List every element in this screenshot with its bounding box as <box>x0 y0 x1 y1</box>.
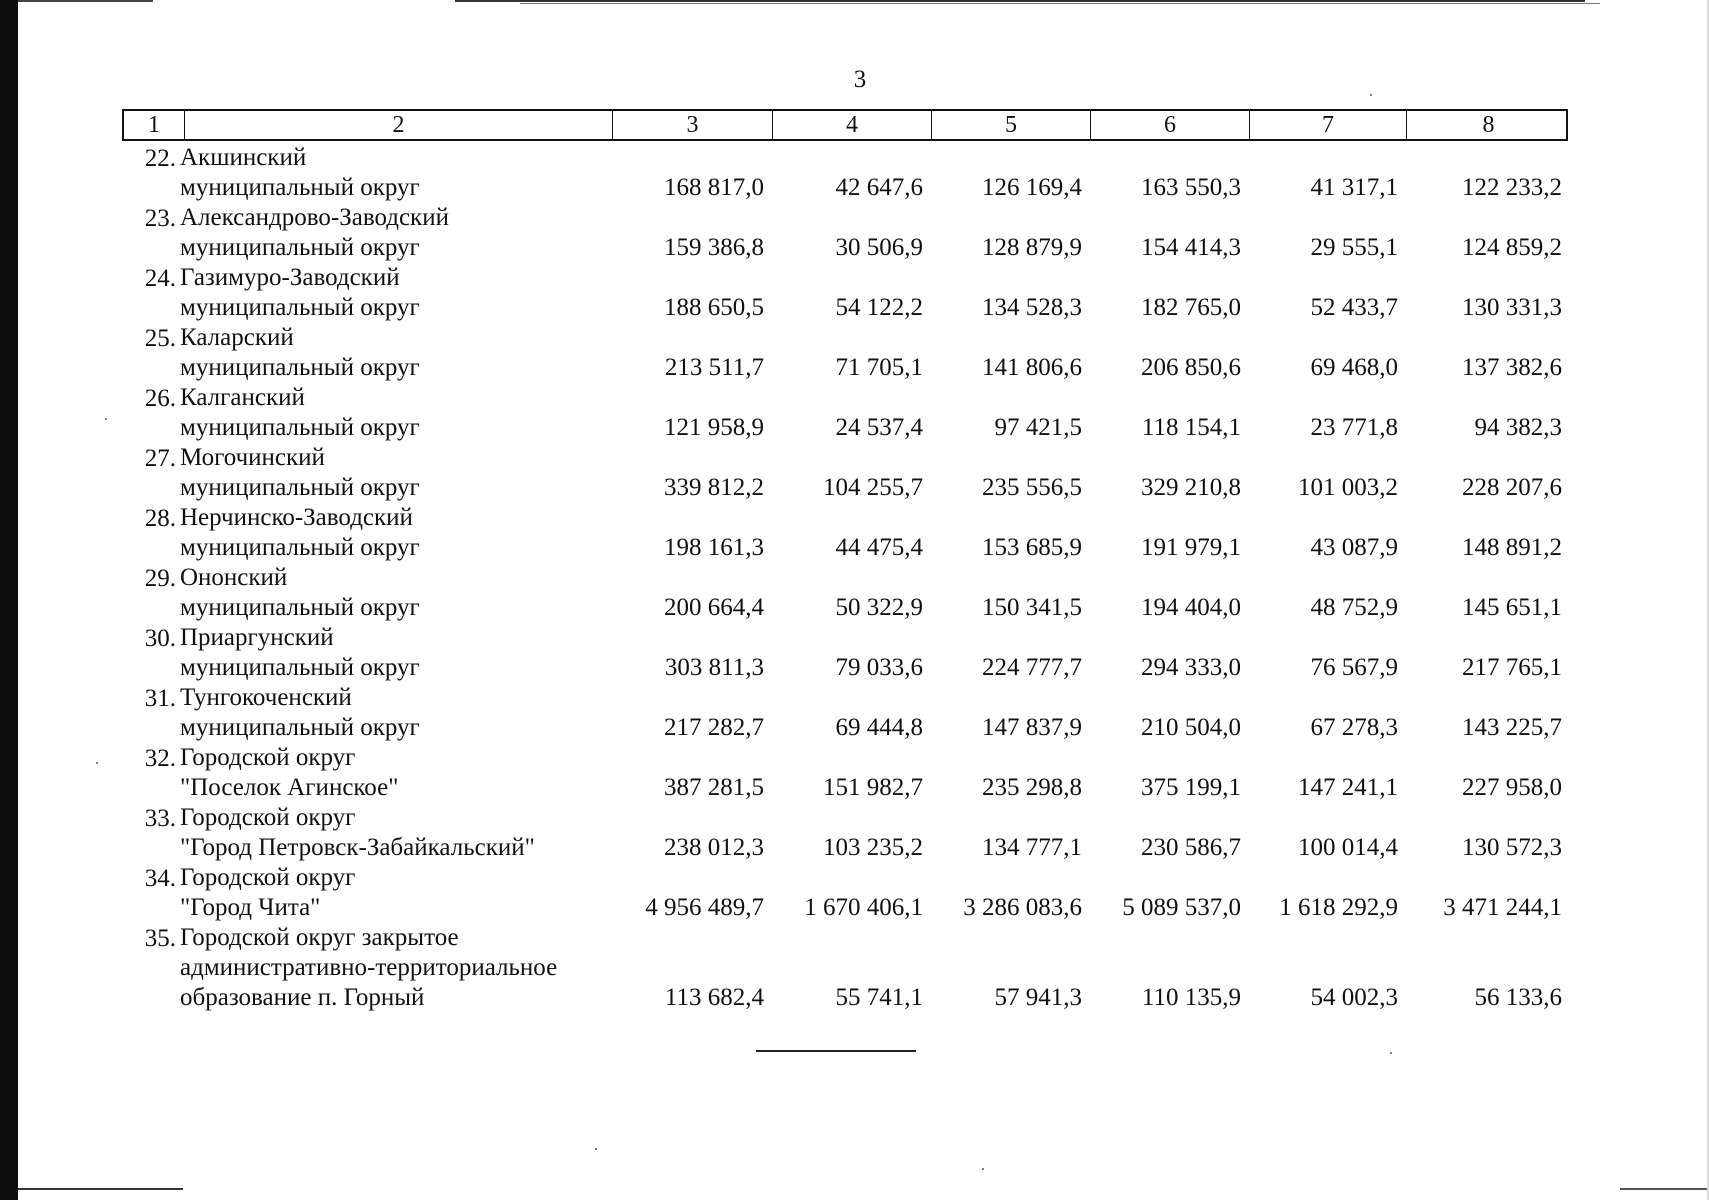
municipality-name-line: Ононский <box>180 564 288 591</box>
amount-cell: 50 322,9 <box>835 594 923 621</box>
amount-cell: 76 567,9 <box>1310 654 1398 681</box>
amount-cell: 163 550,3 <box>1141 174 1241 201</box>
amount-cell: 145 651,1 <box>1462 594 1562 621</box>
municipality-name-line: Калганский <box>180 384 305 411</box>
table-row <box>122 743 1568 803</box>
amount-cell: 130 572,3 <box>1462 834 1562 861</box>
table-row <box>122 863 1568 923</box>
amount-cell: 134 528,3 <box>982 294 1082 321</box>
municipality-name-line: муниципальный округ <box>180 354 420 381</box>
page-number: 3 <box>853 66 867 93</box>
amount-cell: 67 278,3 <box>1310 714 1398 741</box>
amount-cell: 94 382,3 <box>1474 414 1562 441</box>
scan-speck <box>982 1168 984 1170</box>
amount-cell: 188 650,5 <box>664 294 764 321</box>
amount-cell: 79 033,6 <box>835 654 923 681</box>
row-number: 27. <box>144 445 176 472</box>
row-number: 35. <box>144 925 176 952</box>
municipality-name <box>180 263 610 323</box>
closing-rule <box>756 1050 916 1052</box>
amount-cell: 44 475,4 <box>835 534 923 561</box>
municipality-name <box>180 923 610 1013</box>
row-number: 34. <box>144 865 176 892</box>
scan-left-edge <box>0 0 18 1200</box>
municipality-name <box>180 863 610 923</box>
amount-cell: 56 133,6 <box>1474 984 1562 1011</box>
municipality-name-line: Городской округ <box>180 804 356 831</box>
amount-cell: 110 135,9 <box>1141 984 1241 1011</box>
amount-cell: 113 682,4 <box>664 984 764 1011</box>
amount-cell: 150 341,5 <box>982 594 1082 621</box>
table-row <box>122 803 1568 863</box>
municipality-name <box>180 383 610 443</box>
municipality-name <box>180 683 610 743</box>
scan-artifact-line <box>520 3 1600 4</box>
amount-cell: 303 811,3 <box>664 654 764 681</box>
amount-cell: 230 586,7 <box>1141 834 1241 861</box>
amount-cell: 182 765,0 <box>1141 294 1241 321</box>
amount-cell: 126 169,4 <box>982 174 1082 201</box>
scan-speck <box>96 762 98 764</box>
amount-cell: 97 421,5 <box>994 414 1082 441</box>
column-header: 5 <box>931 111 1090 139</box>
amount-cell: 130 331,3 <box>1462 294 1562 321</box>
amount-cell: 48 752,9 <box>1310 594 1398 621</box>
amount-cell: 1 670 406,1 <box>804 894 923 921</box>
amount-cell: 69 444,8 <box>835 714 923 741</box>
amount-cell: 329 210,8 <box>1141 474 1241 501</box>
amount-cell: 124 859,2 <box>1462 234 1562 261</box>
municipality-name-line: Каларский <box>180 324 294 351</box>
municipality-name-line: административно-территориальное <box>180 954 558 981</box>
amount-cell: 198 161,3 <box>664 534 764 561</box>
table-row <box>122 503 1568 563</box>
row-number: 24. <box>144 265 176 292</box>
amount-cell: 137 382,6 <box>1462 354 1562 381</box>
municipality-name-line: муниципальный округ <box>180 414 420 441</box>
municipality-name-line: Газимуро-Заводский <box>180 264 400 291</box>
municipality-name-line: "Поселок Агинское" <box>180 774 399 801</box>
municipality-name-line: муниципальный округ <box>180 594 420 621</box>
table-row <box>122 923 1568 1013</box>
municipality-name-line: Могочинский <box>180 444 325 471</box>
municipality-name <box>180 803 610 863</box>
municipality-name <box>180 563 610 623</box>
budget-table <box>122 109 1568 1013</box>
municipality-name-line: "Город Чита" <box>180 894 321 921</box>
amount-cell: 134 777,1 <box>982 834 1082 861</box>
amount-cell: 100 014,4 <box>1298 834 1398 861</box>
amount-cell: 235 556,5 <box>982 474 1082 501</box>
amount-cell: 1 618 292,9 <box>1279 894 1398 921</box>
amount-cell: 238 012,3 <box>664 834 764 861</box>
amount-cell: 147 241,1 <box>1298 774 1398 801</box>
scan-speck <box>105 418 107 420</box>
municipality-name-line: Акшинский <box>180 144 307 171</box>
table-row <box>122 203 1568 263</box>
municipality-name-line: Тунгокоченский <box>180 684 352 711</box>
amount-cell: 128 879,9 <box>982 234 1082 261</box>
table-row <box>122 623 1568 683</box>
municipality-name-line: муниципальный округ <box>180 234 420 261</box>
row-number: 32. <box>144 745 176 772</box>
municipality-name-line: "Город Петровск-Забайкальский" <box>180 834 535 861</box>
row-number: 22. <box>144 145 176 172</box>
amount-cell: 54 002,3 <box>1310 984 1398 1011</box>
amount-cell: 23 771,8 <box>1310 414 1398 441</box>
table-row <box>122 323 1568 383</box>
amount-cell: 194 404,0 <box>1141 594 1241 621</box>
amount-cell: 217 765,1 <box>1462 654 1562 681</box>
column-header: 2 <box>184 111 612 139</box>
municipality-name <box>180 443 610 503</box>
amount-cell: 122 233,2 <box>1462 174 1562 201</box>
amount-cell: 69 468,0 <box>1310 354 1398 381</box>
amount-cell: 151 982,7 <box>823 774 923 801</box>
amount-cell: 375 199,1 <box>1141 774 1241 801</box>
amount-cell: 55 741,1 <box>835 984 923 1011</box>
amount-cell: 101 003,2 <box>1298 474 1398 501</box>
municipality-name-line: муниципальный округ <box>180 174 420 201</box>
amount-cell: 200 664,4 <box>664 594 764 621</box>
row-number: 28. <box>144 505 176 532</box>
amount-cell: 30 506,9 <box>835 234 923 261</box>
amount-cell: 3 471 244,1 <box>1443 894 1562 921</box>
amount-cell: 5 089 537,0 <box>1122 894 1241 921</box>
amount-cell: 52 433,7 <box>1310 294 1398 321</box>
amount-cell: 224 777,7 <box>982 654 1082 681</box>
amount-cell: 227 958,0 <box>1462 774 1562 801</box>
amount-cell: 71 705,1 <box>835 354 923 381</box>
scan-artifact-line <box>1620 1188 1709 1190</box>
table-row <box>122 383 1568 443</box>
table-row <box>122 143 1568 203</box>
amount-cell: 24 537,4 <box>835 414 923 441</box>
column-header: 7 <box>1249 111 1406 139</box>
amount-cell: 153 685,9 <box>982 534 1082 561</box>
municipality-name-line: образование п. Горный <box>180 984 425 1011</box>
amount-cell: 387 281,5 <box>664 774 764 801</box>
amount-cell: 217 282,7 <box>664 714 764 741</box>
row-number: 31. <box>144 685 176 712</box>
table-header-row <box>122 109 1568 141</box>
table-row <box>122 563 1568 623</box>
table-row <box>122 443 1568 503</box>
amount-cell: 103 235,2 <box>823 834 923 861</box>
amount-cell: 118 154,1 <box>1141 414 1241 441</box>
amount-cell: 41 317,1 <box>1310 174 1398 201</box>
table-row <box>122 263 1568 323</box>
amount-cell: 121 958,9 <box>664 414 764 441</box>
scan-artifact-line <box>18 1188 183 1190</box>
amount-cell: 235 298,8 <box>982 774 1082 801</box>
row-number: 33. <box>144 805 176 832</box>
column-header: 3 <box>612 111 772 139</box>
scan-speck <box>1390 1052 1392 1054</box>
row-number: 25. <box>144 325 176 352</box>
amount-cell: 206 850,6 <box>1141 354 1241 381</box>
amount-cell: 213 511,7 <box>664 354 764 381</box>
amount-cell: 147 837,9 <box>982 714 1082 741</box>
amount-cell: 339 812,2 <box>664 474 764 501</box>
amount-cell: 4 956 489,7 <box>645 894 764 921</box>
row-number: 23. <box>144 205 176 232</box>
table-body <box>122 143 1568 1013</box>
amount-cell: 3 286 083,6 <box>963 894 1082 921</box>
amount-cell: 228 207,6 <box>1462 474 1562 501</box>
municipality-name-line: муниципальный округ <box>180 714 420 741</box>
column-header: 4 <box>772 111 931 139</box>
municipality-name-line: муниципальный округ <box>180 534 420 561</box>
scan-artifact-line <box>18 0 153 2</box>
amount-cell: 104 255,7 <box>823 474 923 501</box>
amount-cell: 294 333,0 <box>1141 654 1241 681</box>
amount-cell: 168 817,0 <box>664 174 764 201</box>
municipality-name <box>180 743 610 803</box>
amount-cell: 54 122,2 <box>835 294 923 321</box>
municipality-name <box>180 323 610 383</box>
table-row <box>122 683 1568 743</box>
municipality-name <box>180 503 610 563</box>
amount-cell: 148 891,2 <box>1462 534 1562 561</box>
column-header: 8 <box>1406 111 1570 139</box>
amount-cell: 154 414,3 <box>1141 234 1241 261</box>
municipality-name-line: муниципальный округ <box>180 474 420 501</box>
amount-cell: 29 555,1 <box>1310 234 1398 261</box>
amount-cell: 42 647,6 <box>835 174 923 201</box>
amount-cell: 143 225,7 <box>1462 714 1562 741</box>
row-number: 30. <box>144 625 176 652</box>
scan-artifact-line <box>455 0 1585 2</box>
column-header: 6 <box>1090 111 1249 139</box>
scan-speck <box>1370 94 1372 96</box>
row-number: 26. <box>144 385 176 412</box>
municipality-name <box>180 623 610 683</box>
municipality-name <box>180 143 610 203</box>
municipality-name-line: Городской округ <box>180 744 356 771</box>
column-header: 1 <box>148 112 160 138</box>
municipality-name-line: муниципальный округ <box>180 654 420 681</box>
municipality-name-line: Александрово-Заводский <box>180 204 449 231</box>
amount-cell: 57 941,3 <box>994 984 1082 1011</box>
amount-cell: 159 386,8 <box>664 234 764 261</box>
amount-cell: 141 806,6 <box>982 354 1082 381</box>
municipality-name <box>180 203 610 263</box>
amount-cell: 191 979,1 <box>1141 534 1241 561</box>
amount-cell: 43 087,9 <box>1310 534 1398 561</box>
row-number: 29. <box>144 565 176 592</box>
municipality-name-line: Городской округ <box>180 864 356 891</box>
scan-speck <box>595 1148 597 1150</box>
municipality-name-line: Городской округ закрытое <box>180 924 459 951</box>
municipality-name-line: Нерчинско-Заводский <box>180 504 413 531</box>
municipality-name-line: муниципальный округ <box>180 294 420 321</box>
municipality-name-line: Приаргунский <box>180 624 334 651</box>
amount-cell: 210 504,0 <box>1141 714 1241 741</box>
